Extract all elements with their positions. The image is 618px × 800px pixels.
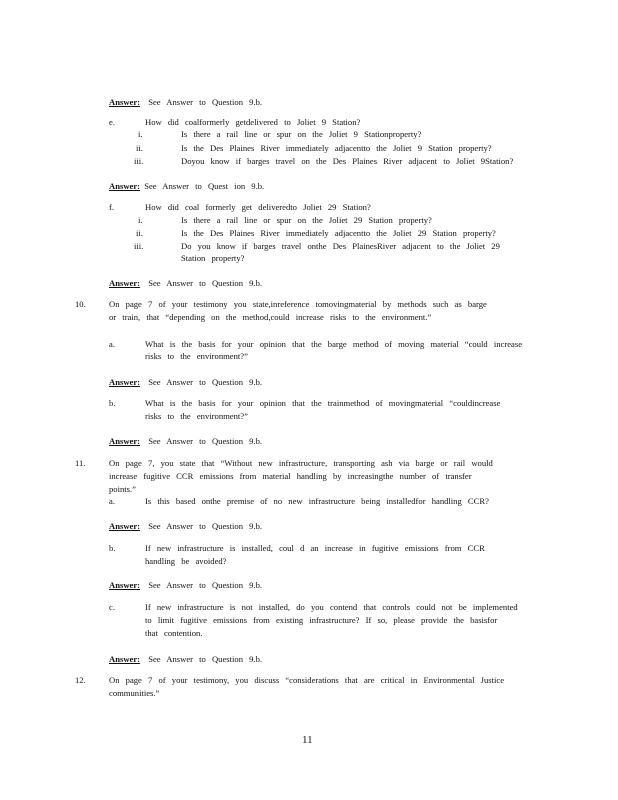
question-11-text: On page 7, you state that “Without new infrastructure, transporting ash via barge or rail would [109, 458, 493, 468]
question-11-text: points.” [109, 484, 136, 494]
answer-label: Answer: [109, 654, 141, 664]
item-label: a. [109, 339, 115, 349]
answer-label: Answer: [109, 377, 141, 387]
question-number-10: 10. [75, 299, 86, 309]
answer-label: Answer: [109, 97, 141, 107]
sub-question: Is the Des Plaines River immediately adjacentto the Joliet 9 Station property? [181, 143, 492, 153]
item-label-f: f. [109, 202, 115, 212]
sub-label: ii. [136, 143, 143, 153]
answer-text: See Answer to Question 9.b. [148, 377, 263, 387]
question-11a-text: Is this based onthe premise of no new infrastructure being installedfor handling CCR? [145, 496, 489, 506]
answer-text: See Answer to Quest ion 9.b. [144, 181, 265, 191]
question-12-text: communities.” [109, 688, 160, 698]
question-10-text: or train, that “depending on the method,could increase risks to the environment.” [109, 312, 432, 322]
question-number-12: 12. [75, 675, 86, 685]
sub-question-cont: Station property? [181, 253, 245, 263]
answer-block [109, 181, 264, 192]
question-number-11: 11. [75, 458, 86, 468]
sub-label: iii. [134, 156, 144, 166]
answer-label: Answer: [109, 436, 141, 446]
answer-label: Answer: [109, 278, 141, 288]
answer-label: Answer: [109, 181, 141, 191]
question-10b-text: What is the basis for your opinion that the trainmethod of movingmaterial “couldincrease [145, 398, 501, 408]
question-11b-text: handling be avoided? [145, 556, 227, 566]
question-12-text: On page 7 of your testimony, you discuss “considerations that are critical in Environmental Justice [109, 675, 505, 685]
answer-text: See Answer to Question 9.b. [148, 580, 263, 590]
question-e: How did coalformerly getdelivered to Joliet 9 Station? [145, 117, 361, 127]
question-11c-text: to limit fugitive emissions from existing infrastructure? If so, please provide the basisfor [145, 615, 498, 625]
answer-text: See Answer to Question 9.b. [148, 521, 263, 531]
question-10-text: On page 7 of your testimony you state,inreference tomovingmaterial by methods such as barge [109, 299, 487, 309]
sub-label: i. [138, 129, 143, 139]
answer-block [109, 654, 262, 665]
sub-question: Is there a rail line or spur on the Joliet 9 Stationproperty? [181, 129, 422, 139]
answer-block [109, 278, 262, 289]
answer-text: See Answer to Question 9.b. [148, 278, 263, 288]
answer-label: Answer: [109, 580, 141, 590]
answer-label: Answer: [109, 521, 141, 531]
item-label: b. [109, 543, 116, 553]
sub-question: Do you know if barges travel onthe Des PlainesRiver adjacent to the Joliet 29 [181, 241, 500, 251]
question-10a-text: risks to the environment?” [145, 351, 248, 361]
question-10a-text: What is the basis for your opinion that the barge method of moving material “could increase [145, 339, 523, 349]
question-11c-text: that contention. [145, 628, 203, 638]
sub-question: Is there a rail line or spur on the Joliet 29 Station property? [181, 215, 432, 225]
item-label: a. [109, 496, 115, 506]
sub-label: i. [138, 215, 143, 225]
sub-question: Doyou know if barges travel on the Des Plaines River adjacent to Joliet 9Station? [181, 156, 514, 166]
page-number: 11 [302, 734, 313, 746]
question-11b-text: If new infrastructure is installed, coul d an increase in fugitive emissions from CCR [145, 543, 485, 553]
item-label: b. [109, 398, 116, 408]
question-11c-text: If new infrastructure is not installed, do you contend that controls could not be implemented [145, 602, 518, 612]
question-11-text: increase fugitive CCR emissions from material handling by increasingthe number of transfer [109, 471, 472, 481]
item-label-e: e. [109, 117, 115, 127]
sub-label: iii. [134, 241, 144, 251]
answer-block [109, 97, 262, 108]
answer-block [109, 580, 262, 591]
question-f: How did coal formerly get deliveredto Joliet 29 Station? [145, 202, 371, 212]
answer-text: See Answer to Question 9.b. [148, 654, 263, 664]
question-10b-text: risks to the environment?” [145, 411, 248, 421]
answer-block [109, 377, 262, 388]
sub-question: Is the Des Plaines River immediately adjacentto the Joliet 29 Station property? [181, 228, 496, 238]
answer-text: See Answer to Question 9.b. [148, 97, 263, 107]
answer-block [109, 436, 262, 447]
sub-label: ii. [136, 228, 143, 238]
item-label: c. [109, 602, 115, 612]
answer-block [109, 521, 262, 532]
answer-text: See Answer to Question 9.b. [148, 436, 263, 446]
